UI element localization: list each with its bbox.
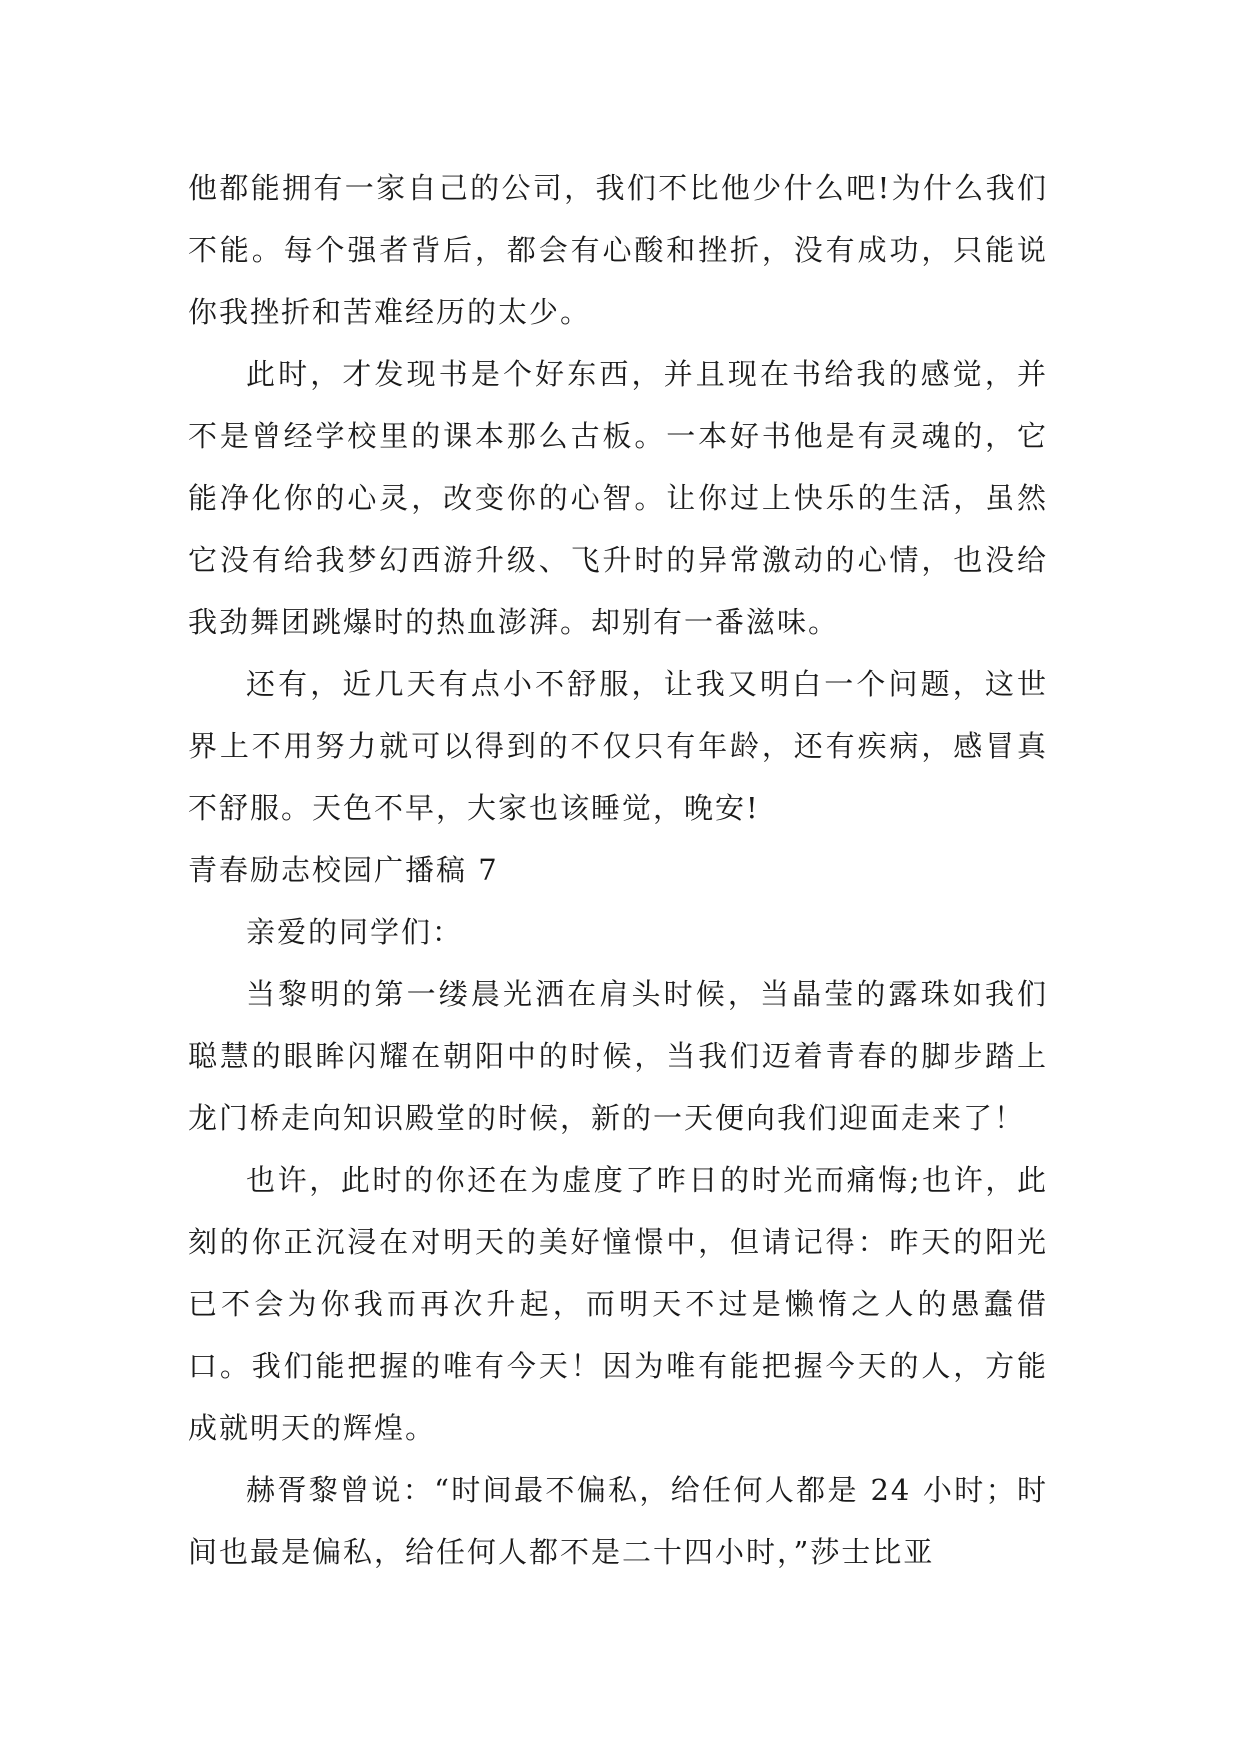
document-body xyxy=(188,157,1048,1583)
paragraph: 此时，才发现书是个好东西，并且现在书给我的感觉，并不是曾经学校里的课本那么古板。一本好书他是有灵魂的，它能净化你的心灵，改变你的心智。让你过上快乐的生活，虽然它没有给我梦幻西游升级、飞升时的异常激动的心情，也没给我劲舞团跳爆时的热血澎湃。却别有一番滋味。 xyxy=(188,357,1048,639)
paragraph: 赫胥黎曾说：“时间最不偏私，给任何人都是 24 小时；时间也最是偏私，给任何人都不是二十四小时，”莎士比亚 xyxy=(188,1473,1048,1569)
paragraph: 还有，近几天有点小不舒服，让我又明白一个问题，这世界上不用努力就可以得到的不仅只有年龄，还有疾病，感冒真不舒服。天色不早，大家也该睡觉，晚安! xyxy=(188,667,1048,825)
paragraph: 也许，此时的你还在为虚度了昨日的时光而痛悔;也许，此刻的你正沉浸在对明天的美好憧憬中，但请记得：昨天的阳光已不会为你我而再次升起，而明天不过是懒惰之人的愚蠢借口。我们能把握的唯有今天！因为唯有能把握今天的人，方能成就明天的辉煌。 xyxy=(188,1163,1048,1445)
paragraph: 他都能拥有一家自己的公司，我们不比他少什么吧!为什么我们不能。每个强者背后，都会有心酸和挫折，没有成功，只能说你我挫折和苦难经历的太少。 xyxy=(188,171,1048,329)
salutation: 亲爱的同学们： xyxy=(246,915,464,949)
section-title: 青春励志校园广播稿 7 xyxy=(188,853,499,887)
paragraph: 当黎明的第一缕晨光洒在肩头时候，当晶莹的露珠如我们聪慧的眼眸闪耀在朝阳中的时候，当我们迈着青春的脚步踏上龙门桥走向知识殿堂的时候，新的一天便向我们迎面走来了！ xyxy=(188,977,1048,1135)
